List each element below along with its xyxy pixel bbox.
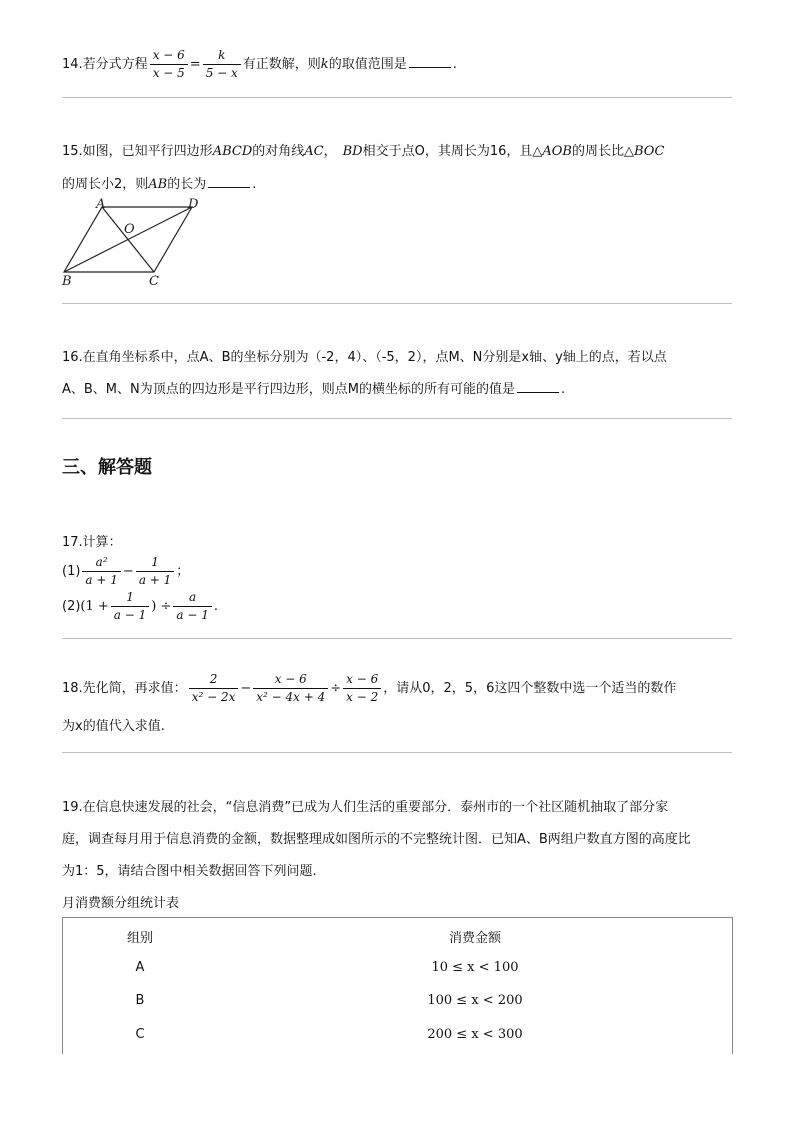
q14-frac1-num: x − 6 [152,48,185,62]
q18-prefix: 18.先化简，再求值： [62,681,187,696]
q15-boc: △BOC [624,144,665,159]
divider [62,303,732,304]
divider [62,638,732,639]
q14-var: k [320,57,329,72]
frac-num: 2 [209,672,218,686]
q17-p1-end: ； [176,564,190,579]
q14-frac2-num: k [218,48,226,62]
question-18-line-2: 为x的值代入求值. [62,719,165,734]
frac-num: a [189,590,197,604]
q17-p1-frac2 [136,555,174,588]
q14-suffix: 的取值范围是 [328,57,407,72]
q17-part-1 [62,555,189,588]
question-15-line-1 [62,140,664,159]
q14-equals: = [189,57,201,72]
q15-text-a: 15.如图，已知平行四边形 [62,144,213,159]
frac-num: a² [95,555,108,569]
q15-comma: ， [323,144,337,159]
q17-p1-label: (1) [62,564,81,579]
label-b: B [62,274,72,289]
frac-num: 1 [126,590,134,604]
q16-text-1: 16.在直角坐标系中，点A、B的坐标分别为（-2，4）、（-5，2），点M、N分别是x轴、y轴上的点，若以点 [62,350,667,365]
table-cell-group: C [135,1027,145,1042]
q17-title: 17.计算： [62,535,122,550]
q15-abcd: ABCD [212,144,253,159]
frac-den: x² − 2x [189,688,239,705]
q17-p1-frac1 [82,555,120,588]
label-d: D [188,197,199,212]
q15-aob: △AOB [532,144,572,159]
divider [62,418,732,419]
q15-text-b: 的对角线 [252,144,305,159]
minus-sign: − [240,681,252,696]
frac-num: x − 6 [346,672,379,686]
q14-end: . [452,57,457,72]
q15-ab: AB [148,177,168,192]
q18-frac2 [253,672,328,705]
answer-blank[interactable] [409,55,451,68]
table-caption: 月消费额分组统计表 [62,896,180,911]
table-cell-group: B [135,993,145,1008]
q15-text-c: 相交于点O，其周长为16，且 [362,144,533,159]
q16-text-2: A、B、M、N为顶点的四边形是平行四边形，则点M的横坐标的所有可能的值是 [62,382,515,397]
q19-line-3: 为1：5，请结合图中相关数据回答下列问题. [62,864,317,879]
frac-den: a + 1 [82,571,120,588]
minus-sign: − [122,564,134,579]
q18-frac3 [343,672,381,705]
q17-p2-open: (1 + [80,599,109,614]
table-header-amount: 消费金额 [448,931,501,946]
q17-p2-close: ) ÷ [151,599,172,614]
q17-p2-frac1 [111,590,149,623]
divide-sign: ÷ [330,681,342,696]
table-cell-amount: 200 ≤ x < 300 [427,1027,523,1042]
divider [62,752,732,753]
parallelogram-figure [58,195,208,290]
q17-part-2 [62,590,218,623]
table-cell-amount: 100 ≤ x < 200 [427,993,523,1008]
q14-fraction-1 [150,48,188,81]
question-18-line-1 [62,672,676,705]
q19-line-2: 庭，调查每月用于信息消费的金额，数据整理成如图所示的不完整统计图．已知A、B两组户数直方图的高度比 [62,832,691,847]
q15-end: . [252,177,257,192]
q15-ac: AC [304,144,324,159]
divider [62,97,732,98]
q18-frac1 [189,672,239,705]
q14-frac2-den: 5 − x [203,64,241,81]
question-16-line-1 [62,346,667,365]
q15-text-f: 的长为 [167,177,207,192]
q18-suffix: ，请从0，2，5，6这四个整数中选一个适当的数作 [383,681,677,696]
section-title: 三、解答题 [62,457,152,478]
answer-blank[interactable] [517,380,559,393]
question-15-line-2 [62,173,256,192]
question-16-line-2 [62,378,565,397]
label-a: A [96,197,106,212]
q17-p2-frac2 [173,590,211,623]
q15-bd: BD [342,144,363,159]
q14-mid: 有正数解，则 [242,57,321,72]
frac-num: 1 [151,555,159,569]
q16-end: . [560,382,566,397]
q14-fraction-2 [203,48,241,81]
table-cell-group: A [135,960,145,975]
q14-frac1-den: x − 5 [150,64,188,81]
frac-num: x − 6 [274,672,307,686]
q15-text-d: 的周长比 [572,144,625,159]
frac-den: a − 1 [173,606,211,623]
table-cell-amount: 10 ≤ x < 100 [431,960,519,975]
frac-den: x − 2 [343,688,381,705]
label-o: O [124,222,135,237]
frac-den: a + 1 [136,571,174,588]
label-c: C [149,274,159,289]
q19-line-1: 19.在信息快速发展的社会，“信息消费”已成为人们生活的重要部分．泰州市的一个社区随机抽取了部分家 [62,800,669,815]
q17-p2-label: (2) [62,599,81,614]
q17-p2-end: . [213,599,219,614]
q14-prefix: 14.若分式方程 [62,57,148,72]
answer-blank[interactable] [208,175,250,188]
q15-text-e: 的周长小2，则 [62,177,149,192]
question-14 [62,48,457,81]
frac-den: a − 1 [111,606,149,623]
table-header-group: 组别 [126,931,153,946]
frac-den: x² − 4x + 4 [253,688,328,705]
